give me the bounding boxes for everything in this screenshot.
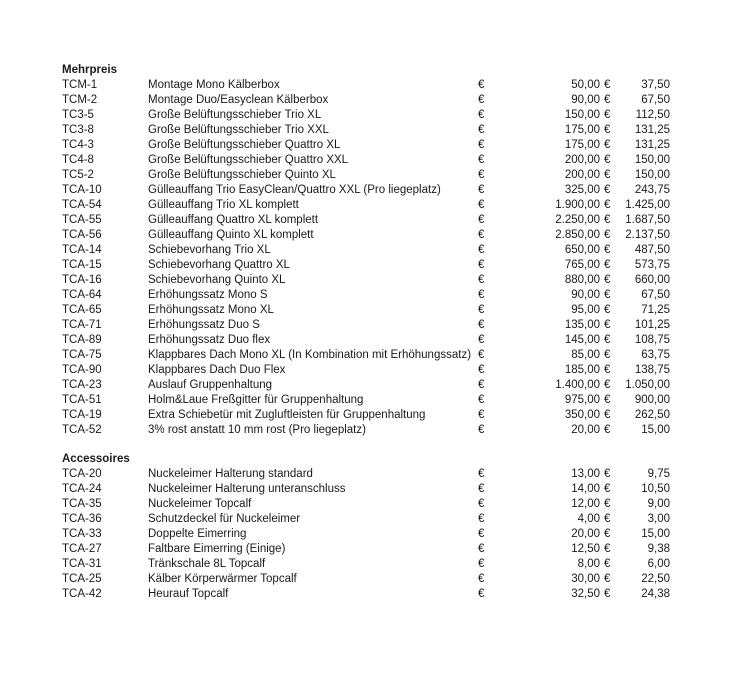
item-price-discounted: 10,50: [641, 483, 670, 495]
item-description: Doppelte Eimerring: [148, 528, 247, 540]
item-code: TCA-54: [62, 199, 102, 211]
table-row: [62, 542, 682, 557]
currency-symbol: €: [478, 558, 485, 570]
currency-symbol: €: [478, 94, 485, 106]
item-description: Schutzdeckel für Nuckeleimer: [148, 513, 301, 525]
item-price-discounted: 900,00: [634, 394, 670, 406]
item-description: Nuckeleimer Halterung unteranschluss: [148, 483, 346, 495]
currency-symbol: €: [478, 334, 485, 346]
currency-symbol: €: [604, 109, 611, 121]
item-price-discounted: 2.137,50: [625, 229, 670, 241]
item-price: 200,00: [564, 154, 600, 166]
item-description: Heurauf Topcalf: [148, 588, 229, 600]
item-code: TCA-24: [62, 483, 102, 495]
currency-symbol: €: [604, 468, 611, 480]
currency-symbol: €: [604, 139, 611, 151]
table-row: [62, 138, 682, 153]
item-code: TCA-27: [62, 543, 102, 555]
currency-symbol: €: [478, 274, 485, 286]
item-price: 32,50: [571, 588, 600, 600]
item-price: 50,00: [571, 79, 600, 91]
currency-symbol: €: [604, 528, 611, 540]
item-price: 175,00: [564, 124, 600, 136]
table-row: [62, 557, 682, 572]
currency-symbol: €: [604, 394, 611, 406]
item-price-discounted: 71,25: [641, 304, 670, 316]
item-price-discounted: 15,00: [641, 424, 670, 436]
item-description: Große Belüftungsschieber Trio XL: [148, 109, 322, 121]
currency-symbol: €: [604, 229, 611, 241]
table-row: [62, 497, 682, 512]
currency-symbol: €: [478, 379, 485, 391]
section-title: Accessoires: [62, 453, 130, 465]
item-code: TCA-15: [62, 259, 102, 271]
currency-symbol: €: [604, 558, 611, 570]
item-description: Große Belüftungsschieber Quattro XXL: [148, 154, 349, 166]
currency-symbol: €: [604, 214, 611, 226]
item-code: TCM-1: [62, 79, 98, 91]
item-code: TCA-90: [62, 364, 102, 376]
table-row: [62, 153, 682, 168]
item-price: 90,00: [571, 289, 600, 301]
item-code: TCA-14: [62, 244, 102, 256]
item-description: Klappbares Dach Mono XL (In Kombination mit Erhöhungssatz): [148, 349, 472, 361]
currency-symbol: €: [604, 304, 611, 316]
item-price-discounted: 67,50: [641, 94, 670, 106]
item-code: TCA-65: [62, 304, 102, 316]
item-description: Tränkschale 8L Topcalf: [148, 558, 266, 570]
table-row: [62, 318, 682, 333]
price-table: [62, 467, 682, 602]
item-code: TCA-20: [62, 468, 102, 480]
section-mehrpreis: [62, 63, 682, 438]
item-description: Große Belüftungsschieber Quattro XL: [148, 139, 341, 151]
item-description: Erhöhungssatz Duo flex: [148, 334, 271, 346]
currency-symbol: €: [478, 424, 485, 436]
item-code: TCA-36: [62, 513, 102, 525]
item-description: Montage Duo/Easyclean Kälberbox: [148, 94, 329, 106]
table-row: [62, 482, 682, 497]
item-code: TCA-55: [62, 214, 102, 226]
item-code: TCA-25: [62, 573, 102, 585]
currency-symbol: €: [478, 214, 485, 226]
item-code: TCM-2: [62, 94, 98, 106]
table-row: [62, 258, 682, 273]
item-description: 3% rost anstatt 10 mm rost (Pro liegeplatz): [148, 424, 366, 436]
currency-symbol: €: [604, 483, 611, 495]
currency-symbol: €: [604, 289, 611, 301]
currency-symbol: €: [604, 169, 611, 181]
item-price: 880,00: [564, 274, 600, 286]
table-row: [62, 228, 682, 243]
item-code: TC4-3: [62, 139, 94, 151]
table-row: [62, 572, 682, 587]
item-price-discounted: 15,00: [641, 528, 670, 540]
currency-symbol: €: [604, 409, 611, 421]
item-price: 14,00: [571, 483, 600, 495]
item-price: 85,00: [571, 349, 600, 361]
item-price-discounted: 1.687,50: [625, 214, 670, 226]
item-price-discounted: 24,38: [641, 588, 670, 600]
currency-symbol: €: [478, 349, 485, 361]
item-price: 2.250,00: [555, 214, 600, 226]
table-row: [62, 393, 682, 408]
item-description: Auslauf Gruppenhaltung: [148, 379, 273, 391]
item-code: TCA-52: [62, 424, 102, 436]
section-title: Mehrpreis: [62, 64, 117, 76]
item-code: TCA-51: [62, 394, 102, 406]
currency-symbol: €: [604, 184, 611, 196]
item-description: Große Belüftungsschieber Quinto XL: [148, 169, 336, 181]
item-code: TCA-19: [62, 409, 102, 421]
item-price: 185,00: [564, 364, 600, 376]
item-description: Schiebevorhang Quattro XL: [148, 259, 290, 271]
currency-symbol: €: [478, 528, 485, 540]
currency-symbol: €: [478, 319, 485, 331]
item-code: TCA-56: [62, 229, 102, 241]
currency-symbol: €: [478, 139, 485, 151]
item-description: Gülleauffang Quinto XL komplett: [148, 229, 314, 241]
item-description: Erhöhungssatz Duo S: [148, 319, 260, 331]
item-description: Nuckeleimer Halterung standard: [148, 468, 313, 480]
currency-symbol: €: [604, 319, 611, 331]
item-description: Faltbare Eimerring (Einige): [148, 543, 286, 555]
price-table: [62, 78, 682, 438]
item-description: Große Belüftungsschieber Trio XXL: [148, 124, 329, 136]
item-code: TCA-10: [62, 184, 102, 196]
item-price-discounted: 108,75: [634, 334, 670, 346]
item-code: TC3-5: [62, 109, 94, 121]
table-row: [62, 527, 682, 542]
currency-symbol: €: [478, 199, 485, 211]
item-price: 150,00: [564, 109, 600, 121]
table-row: [62, 213, 682, 228]
item-price: 90,00: [571, 94, 600, 106]
currency-symbol: €: [604, 199, 611, 211]
table-row: [62, 168, 682, 183]
table-row: [62, 348, 682, 363]
item-code: TC3-8: [62, 124, 94, 136]
currency-symbol: €: [478, 289, 485, 301]
item-description: Kälber Körperwärmer Topcalf: [148, 573, 297, 585]
item-price-discounted: 138,75: [634, 364, 670, 376]
item-description: Erhöhungssatz Mono S: [148, 289, 268, 301]
item-price-discounted: 37,50: [641, 79, 670, 91]
item-price: 2.850,00: [555, 229, 600, 241]
item-price-discounted: 22,50: [641, 573, 670, 585]
currency-symbol: €: [478, 364, 485, 376]
currency-symbol: €: [604, 94, 611, 106]
currency-symbol: €: [478, 244, 485, 256]
table-row: [62, 363, 682, 378]
currency-symbol: €: [478, 468, 485, 480]
item-price-discounted: 573,75: [634, 259, 670, 271]
currency-symbol: €: [604, 244, 611, 256]
item-price: 12,50: [571, 543, 600, 555]
item-price-discounted: 660,00: [634, 274, 670, 286]
item-price: 175,00: [564, 139, 600, 151]
table-row: [62, 93, 682, 108]
currency-symbol: €: [478, 573, 485, 585]
item-price: 1.900,00: [555, 199, 600, 211]
item-price: 12,00: [571, 498, 600, 510]
currency-symbol: €: [604, 79, 611, 91]
item-description: Extra Schiebetür mit Zugluftleisten für Gruppenhaltung: [148, 409, 426, 421]
item-code: TCA-33: [62, 528, 102, 540]
item-price: 200,00: [564, 169, 600, 181]
currency-symbol: €: [604, 543, 611, 555]
item-price-discounted: 131,25: [634, 139, 670, 151]
currency-symbol: €: [604, 588, 611, 600]
item-code: TCA-89: [62, 334, 102, 346]
table-row: [62, 183, 682, 198]
item-price: 975,00: [564, 394, 600, 406]
item-price: 350,00: [564, 409, 600, 421]
currency-symbol: €: [604, 334, 611, 346]
currency-symbol: €: [478, 543, 485, 555]
currency-symbol: €: [604, 498, 611, 510]
table-row: [62, 303, 682, 318]
item-code: TCA-42: [62, 588, 102, 600]
item-price-discounted: 112,50: [635, 109, 670, 121]
currency-symbol: €: [604, 349, 611, 361]
item-price: 650,00: [564, 244, 600, 256]
item-description: Schiebevorhang Trio XL: [148, 244, 271, 256]
item-price-discounted: 150,00: [634, 154, 670, 166]
item-code: TCA-75: [62, 349, 102, 361]
item-price: 8,00: [577, 558, 600, 570]
item-price: 13,00: [571, 468, 600, 480]
item-price: 1.400,00: [555, 379, 600, 391]
table-row: [62, 78, 682, 93]
currency-symbol: €: [478, 124, 485, 136]
item-description: Klappbares Dach Duo Flex: [148, 364, 286, 376]
item-code: TCA-31: [62, 558, 102, 570]
item-price: 20,00: [571, 424, 600, 436]
currency-symbol: €: [604, 259, 611, 271]
table-row: [62, 512, 682, 527]
currency-symbol: €: [478, 229, 485, 241]
item-description: Schiebevorhang Quinto XL: [148, 274, 286, 286]
currency-symbol: €: [604, 513, 611, 525]
item-price-discounted: 243,75: [634, 184, 670, 196]
table-row: [62, 408, 682, 423]
table-row: [62, 378, 682, 393]
item-code: TCA-16: [62, 274, 102, 286]
item-code: TCA-71: [62, 319, 102, 331]
item-price-discounted: 131,25: [634, 124, 670, 136]
table-row: [62, 587, 682, 602]
item-price: 4,00: [577, 513, 600, 525]
currency-symbol: €: [478, 169, 485, 181]
item-description: Holm&Laue Freßgitter für Gruppenhaltung: [148, 394, 364, 406]
item-code: TCA-23: [62, 379, 102, 391]
currency-symbol: €: [604, 274, 611, 286]
currency-symbol: €: [604, 154, 611, 166]
item-description: Nuckeleimer Topcalf: [148, 498, 252, 510]
item-price: 30,00: [571, 573, 600, 585]
item-price-discounted: 1.050,00: [625, 379, 670, 391]
item-price-discounted: 262,50: [634, 409, 670, 421]
table-row: [62, 198, 682, 213]
currency-symbol: €: [478, 588, 485, 600]
currency-symbol: €: [604, 379, 611, 391]
item-price-discounted: 487,50: [634, 244, 670, 256]
table-row: [62, 467, 682, 482]
item-price-discounted: 3,00: [647, 513, 670, 525]
item-price: 325,00: [564, 184, 600, 196]
item-description: Gülleauffang Trio EasyClean/Quattro XXL (Pro liegeplatz): [148, 184, 441, 196]
table-row: [62, 123, 682, 138]
item-description: Gülleauffang Quattro XL komplett: [148, 214, 319, 226]
currency-symbol: €: [478, 409, 485, 421]
table-row: [62, 273, 682, 288]
currency-symbol: €: [478, 154, 485, 166]
item-code: TCA-35: [62, 498, 102, 510]
item-code: TC4-8: [62, 154, 94, 166]
currency-symbol: €: [478, 79, 485, 91]
item-code: TCA-64: [62, 289, 102, 301]
table-row: [62, 333, 682, 348]
currency-symbol: €: [478, 184, 485, 196]
item-description: Gülleauffang Trio XL komplett: [148, 199, 299, 211]
item-price-discounted: 9,75: [647, 468, 670, 480]
currency-symbol: €: [604, 573, 611, 585]
table-row: [62, 108, 682, 123]
currency-symbol: €: [478, 259, 485, 271]
item-price: 145,00: [564, 334, 600, 346]
item-description: Montage Mono Kälberbox: [148, 79, 280, 91]
currency-symbol: €: [478, 498, 485, 510]
currency-symbol: €: [604, 364, 611, 376]
table-row: [62, 423, 682, 438]
item-price-discounted: 1.425,00: [625, 199, 670, 211]
item-price-discounted: 9,38: [647, 543, 670, 555]
table-row: [62, 243, 682, 258]
item-price: 20,00: [571, 528, 600, 540]
currency-symbol: €: [478, 513, 485, 525]
item-price-discounted: 150,00: [634, 169, 670, 181]
currency-symbol: €: [604, 124, 611, 136]
item-price: 765,00: [564, 259, 600, 271]
item-price-discounted: 63,75: [641, 349, 670, 361]
currency-symbol: €: [604, 424, 611, 436]
item-price-discounted: 101,25: [634, 319, 670, 331]
section-accessoires: [62, 452, 682, 602]
currency-symbol: €: [478, 109, 485, 121]
item-price: 95,00: [571, 304, 600, 316]
currency-symbol: €: [478, 304, 485, 316]
currency-symbol: €: [478, 394, 485, 406]
item-price: 135,00: [564, 319, 600, 331]
table-row: [62, 288, 682, 303]
item-description: Erhöhungssatz Mono XL: [148, 304, 274, 316]
currency-symbol: €: [478, 483, 485, 495]
item-code: TC5-2: [62, 169, 94, 181]
item-price-discounted: 9,00: [647, 498, 670, 510]
item-price-discounted: 6,00: [647, 558, 670, 570]
item-price-discounted: 67,50: [641, 289, 670, 301]
